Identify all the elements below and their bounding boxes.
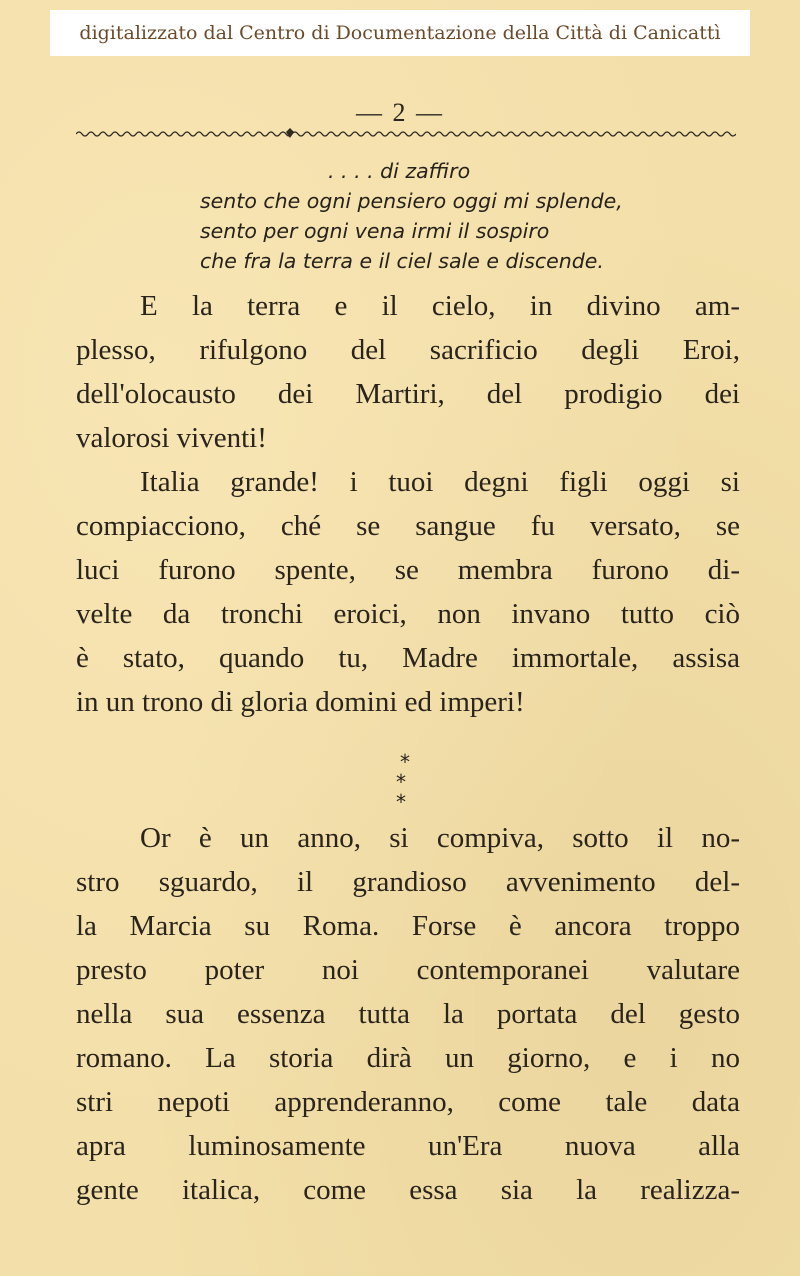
- epigraph-poem: [200, 156, 760, 276]
- poem-line: sento che ogni pensiero oggi mi splende,: [200, 189, 623, 213]
- page-number: — 2 —: [356, 98, 444, 127]
- poem-line: sento per ogni vena irmi il sospiro: [200, 219, 550, 243]
- rule-ornament: [286, 128, 294, 138]
- text-line: plesso, rifulgono del sacrificio degli Eroi,: [76, 334, 740, 366]
- section-separator: [380, 752, 430, 812]
- text-line: la Marcia su Roma. Forse è ancora troppo: [76, 910, 740, 942]
- text-line: luci furono spente, se membra furono di-: [76, 554, 740, 586]
- text-line: romano. La storia dirà un giorno, e i no: [76, 1042, 740, 1074]
- separator-top-star: *: [400, 750, 410, 774]
- text-line: velte da tronchi eroici, non invano tutto ciò: [76, 598, 740, 630]
- separator-bottom-stars: * *: [396, 770, 414, 814]
- text-line: è stato, quando tu, Madre immortale, assisa: [76, 642, 740, 674]
- poem-line: . . . . di zaffiro: [328, 159, 471, 183]
- paragraph-3: [76, 816, 740, 1212]
- text-line: nella sua essenza tutta la portata del gesto: [76, 998, 740, 1030]
- paragraph-1: [76, 284, 740, 460]
- text-line: in un trono di gloria domini ed imperi!: [76, 686, 525, 718]
- paragraph-2: [76, 460, 740, 724]
- wavy-rule-divider: [76, 126, 736, 142]
- text-line: gente italica, come essa sia la realizza-: [76, 1174, 740, 1206]
- text-line: Italia grande! i tuoi degni figli oggi si: [140, 466, 740, 498]
- poem-line: che fra la terra e il ciel sale e discende.: [200, 249, 604, 273]
- digitization-watermark: digitalizzato dal Centro di Documentazione della Città di Canicattì: [50, 10, 750, 56]
- text-line: Or è un anno, si compiva, sotto il no-: [140, 822, 740, 854]
- text-line: valorosi viventi!: [76, 422, 267, 454]
- text-line: compiacciono, ché se sangue fu versato, se: [76, 510, 740, 542]
- text-line: apra luminosamente un'Era nuova alla: [76, 1130, 740, 1162]
- text-line: stri nepoti apprenderanno, come tale data: [76, 1086, 740, 1118]
- text-line: dell'olocausto dei Martiri, del prodigio dei: [76, 378, 740, 410]
- text-line: stro sguardo, il grandioso avvenimento del-: [76, 866, 740, 898]
- text-line: presto poter noi contemporanei valutare: [76, 954, 740, 986]
- text-line: E la terra e il cielo, in divino am-: [140, 290, 740, 322]
